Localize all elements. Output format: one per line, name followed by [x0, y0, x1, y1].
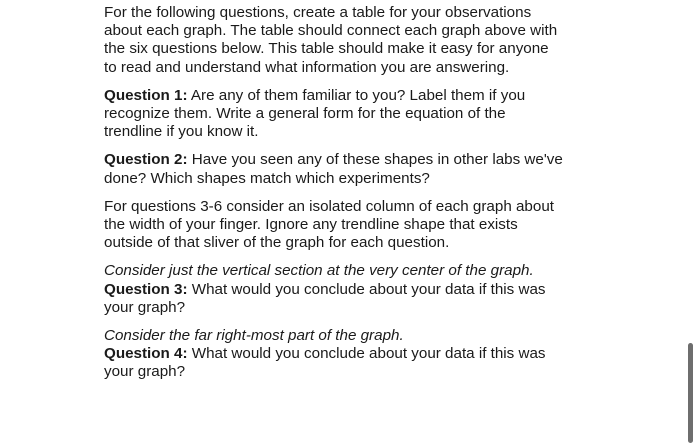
question-3-context: Consider just the vertical section at the very center of the graph. [104, 262, 534, 280]
question-4 [104, 345, 564, 381]
question-1-text: Are any of them familiar to you? Label them if you recognize them. Write a general form for the equation of the trendline if you know it. [104, 86, 526, 141]
question-2-label: Question 2: [104, 151, 188, 169]
intro-paragraph: For the following questions, create a table for your observations about each graph. The table should connect each graph above with the six questions below. This table should make it easy for anyone to read and understand what information you are answering. [104, 4, 558, 76]
question-2 [104, 151, 564, 187]
question-3-text: What would you conclude about your data if this was your graph? [104, 280, 546, 316]
question-3 [104, 281, 564, 317]
question-1 [104, 87, 564, 142]
question-1-label: Question 1: [104, 86, 188, 104]
question-3-label: Question 3: [104, 280, 188, 298]
question-2-text: Have you seen any of these shapes in other labs we've done? Which shapes match which experiments? [104, 151, 563, 187]
document-body [104, 4, 564, 382]
question-4-text: What would you conclude about your data if this was your graph? [104, 345, 546, 381]
vertical-scrollbar[interactable] [688, 343, 693, 443]
question-4-context: Consider the far right-most part of the graph. [104, 327, 404, 345]
question-4-label: Question 4: [104, 345, 188, 363]
instructions-3-6: For questions 3-6 consider an isolated column of each graph about the width of your finger. Ignore any trendline shape that exists outside of that sliver of the graph for each question. [104, 197, 554, 252]
